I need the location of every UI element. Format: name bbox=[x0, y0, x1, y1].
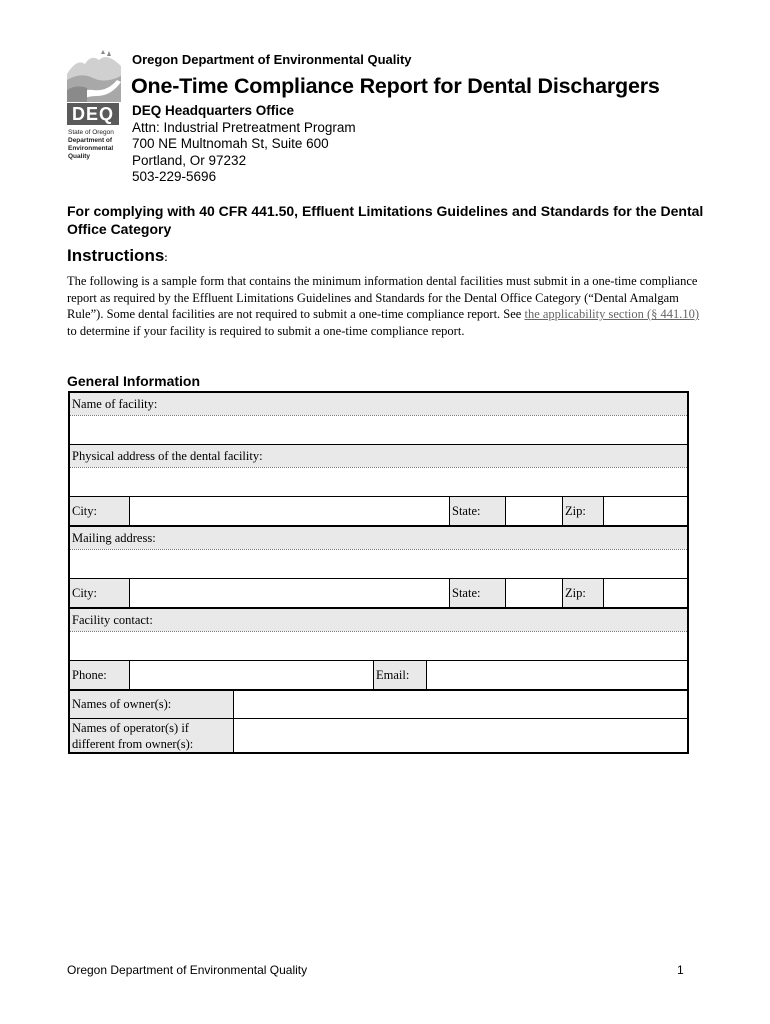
name-of-facility-label: Name of facility: bbox=[70, 393, 687, 415]
footer-agency: Oregon Department of Environmental Quality bbox=[67, 963, 308, 977]
mailing-state-label: State: bbox=[449, 579, 505, 607]
office-address bbox=[132, 103, 356, 186]
instructions-paragraph: The following is a sample form that contains the minimum information dental facilities must submit in a one-time compliance report as required by the Effluent Limitations Guidelines and Standards for the Dental Office Category (“Dental Amalgam Rule”). Some dental facilities are not required to submit a one-time compliance report. See the applicability section (§ 441.10) to determine if your facility is required to submit a one-time compliance report. bbox=[67, 274, 700, 338]
facility-contact-label: Facility contact: bbox=[70, 609, 687, 631]
applicability-link[interactable]: the applicability section (§ 441.10) bbox=[524, 307, 700, 322]
zip-field[interactable] bbox=[603, 497, 687, 525]
mailing-city-field[interactable] bbox=[129, 579, 449, 607]
physical-address-label: Physical address of the dental facility: bbox=[70, 445, 687, 467]
mailing-address-field[interactable] bbox=[70, 549, 687, 578]
zip-label: Zip: bbox=[562, 497, 603, 525]
city-line: Portland, Or 97232 bbox=[132, 152, 247, 168]
name-of-facility-field[interactable] bbox=[70, 415, 687, 444]
mailing-zip-field[interactable] bbox=[603, 579, 687, 607]
deq-logo bbox=[67, 50, 121, 165]
cfr-heading: For complying with 40 CFR 441.50, Effluent Limitations Guidelines and Standards for the Dental Office Category bbox=[67, 203, 704, 237]
mailing-zip-label: Zip: bbox=[562, 579, 603, 607]
facility-contact-field[interactable] bbox=[70, 631, 687, 660]
phone-label: Phone: bbox=[70, 661, 129, 689]
general-information-form bbox=[68, 391, 689, 754]
operators-field[interactable] bbox=[234, 719, 687, 752]
mailing-city-label: City: bbox=[70, 579, 129, 607]
logo-subtitle: State of Oregon Department of Environmental Quality bbox=[68, 129, 114, 160]
agency-name: Oregon Department of Environmental Quality bbox=[132, 52, 412, 67]
attn-line: Attn: Industrial Pretreatment Program bbox=[132, 119, 356, 135]
phone-field[interactable] bbox=[129, 661, 373, 689]
email-label: Email: bbox=[373, 661, 426, 689]
owners-field[interactable] bbox=[234, 691, 687, 718]
city-field[interactable] bbox=[129, 497, 449, 525]
page-title: One-Time Compliance Report for Dental Dischargers bbox=[131, 74, 660, 98]
street-line: 700 NE Multnomah St, Suite 600 bbox=[132, 136, 329, 151]
general-information-heading: General Information bbox=[67, 373, 201, 389]
logo-abbr: DEQ bbox=[67, 103, 119, 125]
owners-label: Names of owner(s): bbox=[70, 691, 234, 718]
operators-label: Names of operator(s) if different from owner(s): bbox=[70, 719, 234, 752]
physical-address-field[interactable] bbox=[70, 467, 687, 496]
mailing-address-label: Mailing address: bbox=[70, 527, 687, 549]
mailing-state-field[interactable] bbox=[505, 579, 562, 607]
office-name: DEQ Headquarters Office bbox=[132, 103, 295, 118]
phone-line: 503-229-5696 bbox=[132, 169, 217, 184]
state-label: State: bbox=[449, 497, 505, 525]
email-field[interactable] bbox=[426, 661, 687, 689]
landscape-logo-icon bbox=[67, 50, 121, 102]
state-field[interactable] bbox=[505, 497, 562, 525]
instructions-heading: Instructions: bbox=[67, 246, 168, 265]
page-number: 1 bbox=[677, 963, 684, 977]
city-label: City: bbox=[70, 497, 129, 525]
